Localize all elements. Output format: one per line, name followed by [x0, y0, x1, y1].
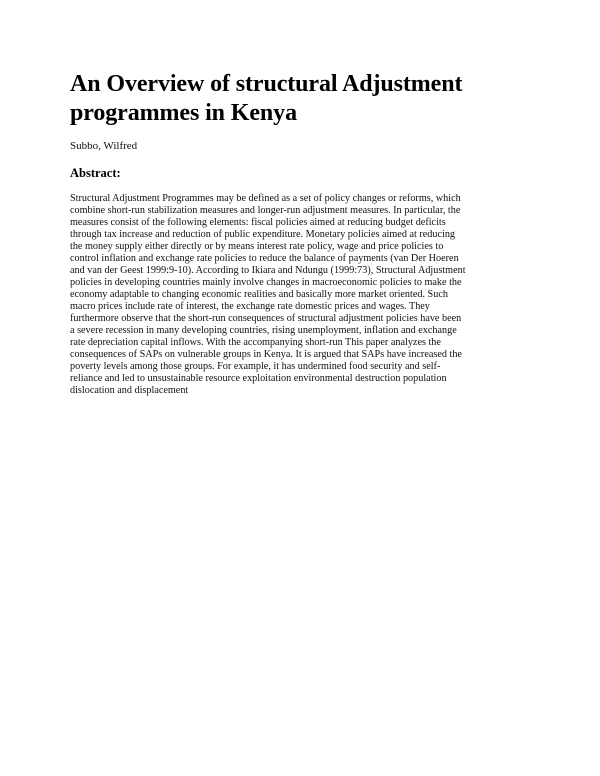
abstract-line: Structural Adjustment Programmes may be defined as a set of policy changes or reforms, which: [70, 193, 461, 204]
abstract-line: consequences of SAPs on vulnerable groups in Kenya. It is argued that SAPs have increased the: [70, 349, 462, 360]
abstract-line: furthermore observe that the short-run consequences of structural adjustment policies have been: [70, 313, 462, 324]
abstract-line: economy adaptable to changing economic realities and basically more market oriented. Such: [70, 289, 448, 300]
abstract-line: rate depreciation capital inflows. With the accompanying short-run This paper analyzes the: [70, 337, 441, 348]
abstract-line: a severe recession in many developing countries, rising unemployment, inflation and exchange: [70, 325, 457, 336]
abstract-line: dislocation and displacement: [70, 385, 189, 396]
abstract-line: control inflation and exchange rate policies to reduce the balance of payments (van Der Hoeren: [70, 253, 459, 264]
abstract-line: macro prices include rate of interest, the exchange rate domestic prices and wages. They: [70, 301, 430, 312]
document-title: [70, 70, 540, 128]
author-name: Subbo, Wilfred: [70, 140, 138, 152]
title-line: programmes in Kenya: [70, 100, 297, 126]
title-line: An Overview of structural Adjustment: [70, 71, 463, 97]
abstract-line: and van der Geest 1999:9-10). According to Ikiara and Ndungu (1999:73), Structural Adjustment: [70, 265, 466, 276]
abstract-heading: Abstract:: [70, 166, 121, 180]
abstract-text: [70, 193, 532, 397]
abstract-line: measures consist of the following elements: fiscal policies aimed at reducing budget deficits: [70, 217, 446, 228]
abstract-line: combine short-run stabilization measures and longer-run adjustment measures. In particular, the: [70, 205, 461, 216]
abstract-line: reliance and led to unsustainable resource exploitation environmental destruction population: [70, 373, 447, 384]
abstract-line: policies in developing countries mainly involve changes in macroeconomic policies to make the: [70, 277, 462, 288]
abstract-line: the money supply either directly or by means interest rate policy, wage and price policies to: [70, 241, 444, 252]
abstract-line: poverty levels among those groups. For example, it has undermined food security and self-: [70, 361, 441, 372]
abstract-line: through tax increase and reduction of public expenditure. Monetary policies aimed at reducing: [70, 229, 456, 240]
